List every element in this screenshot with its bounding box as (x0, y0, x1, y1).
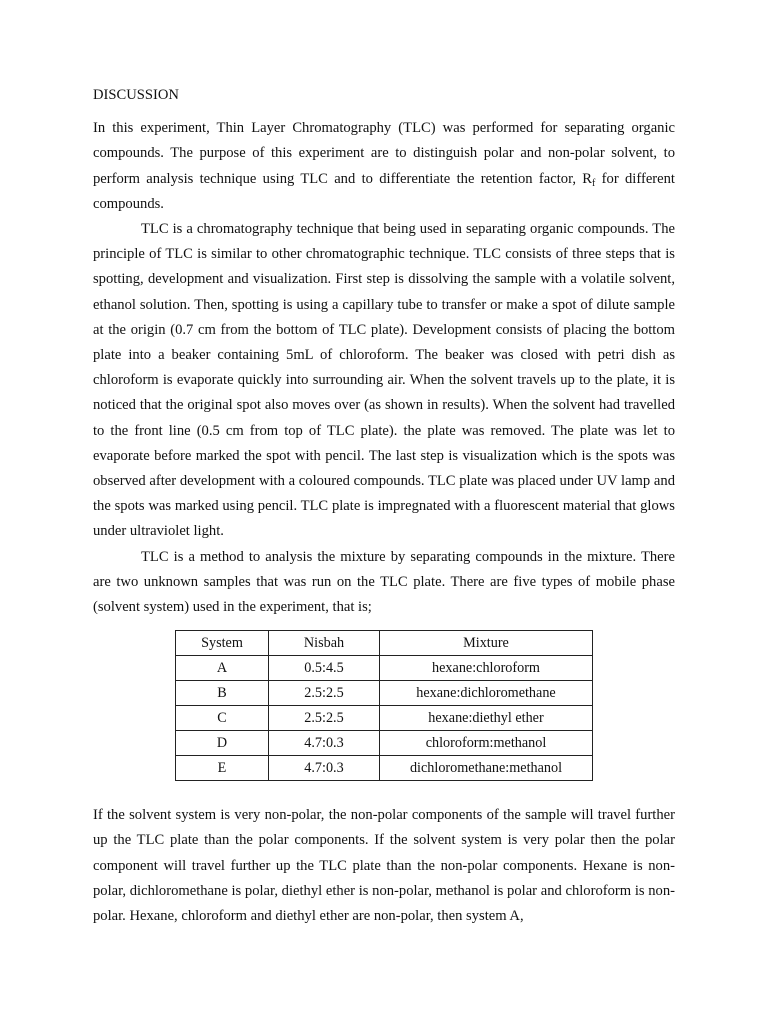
intro-text-part1: In this experiment, Thin Layer Chromatography (TLC) was performed for separating organic compounds. The purpose of this experiment are to distinguish polar and non-polar solvent, to perform analysis technique using TLC and to differentiate the retention factor, R (93, 120, 675, 187)
cell-system: C (176, 706, 269, 731)
polarity-paragraph: If the solvent system is very non-polar, the non-polar components of the sample will travel further up the TLC plate than the polar components. If the solvent system is very polar then the polar component will travel further up the TLC plate than the non-polar components. Hexane is non-polar, dichloromethane is polar, diethyl ether is non-polar, methanol is polar and chloroform is non-polar. Hexane, chloroform and diethyl ether are non-polar, then system A, (93, 807, 675, 925)
cell-mixture: hexane:diethyl ether (380, 706, 593, 731)
cell-system: B (176, 681, 269, 706)
solvent-system-table (175, 630, 593, 781)
cell-nisbah: 2.5:2.5 (269, 706, 380, 731)
cell-nisbah: 0.5:4.5 (269, 656, 380, 681)
cell-system: D (176, 731, 269, 756)
tlc-procedure-paragraph: TLC is a chromatography technique that being used in separating organic compounds. The principle of TLC is similar to other chromatographic technique. TLC consists of three steps that is spotting, development and visualization. First step is dissolving the sample with a volatile solvent, ethanol solution. Then, spotting is using a capillary tube to transfer or make a spot of dilute sample at the origin (0.7 cm from the bottom of TLC plate). Development consists of placing the bottom plate into a beaker containing 5mL of chloroform. The beaker was closed with petri dish as chloroform is evaporate quickly into surrounding air. When the solvent travels up to the plate, it is noticed that the original spot also moves over (as shown in results). When the solvent had travelled to the front line (0.5 cm from top of TLC plate). the plate was removed. The plate was let to evaporate before marked the spot with pencil. The last step is visualization which is the spots was observed after development with a coloured compounds. TLC plate was placed under UV lamp and the spots was marked using pencil. TLC plate is impregnated with a fluorescent material that glows under ultraviolet light. (93, 221, 675, 540)
cell-mixture: dichloromethane:methanol (380, 756, 593, 781)
table-row (176, 756, 593, 781)
tlc-method-paragraph: TLC is a method to analysis the mixture by separating compounds in the mixture. There are two unknown samples that was run on the TLC plate. There are five types of mobile phase (solvent system) used in the experiment, that is; (93, 548, 675, 616)
cell-nisbah: 4.7:0.3 (269, 731, 380, 756)
intro-paragraph (93, 116, 675, 217)
cell-mixture: chloroform:methanol (380, 731, 593, 756)
cell-system: E (176, 756, 269, 781)
header-mixture: Mixture (380, 631, 593, 656)
table-row (176, 731, 593, 756)
header-system: System (176, 631, 269, 656)
table-row (176, 706, 593, 731)
cell-nisbah: 4.7:0.3 (269, 756, 380, 781)
document-page (93, 83, 675, 929)
cell-system: A (176, 656, 269, 681)
section-heading: DISCUSSION (93, 87, 179, 103)
table-header-row (176, 631, 593, 656)
header-nisbah: Nisbah (269, 631, 380, 656)
table-row (176, 656, 593, 681)
cell-mixture: hexane:chloroform (380, 656, 593, 681)
retention-factor-subscript: f (592, 177, 596, 189)
table-row (176, 681, 593, 706)
cell-nisbah: 2.5:2.5 (269, 681, 380, 706)
cell-mixture: hexane:dichloromethane (380, 681, 593, 706)
intro-text-part2: for different compounds. (93, 170, 675, 212)
